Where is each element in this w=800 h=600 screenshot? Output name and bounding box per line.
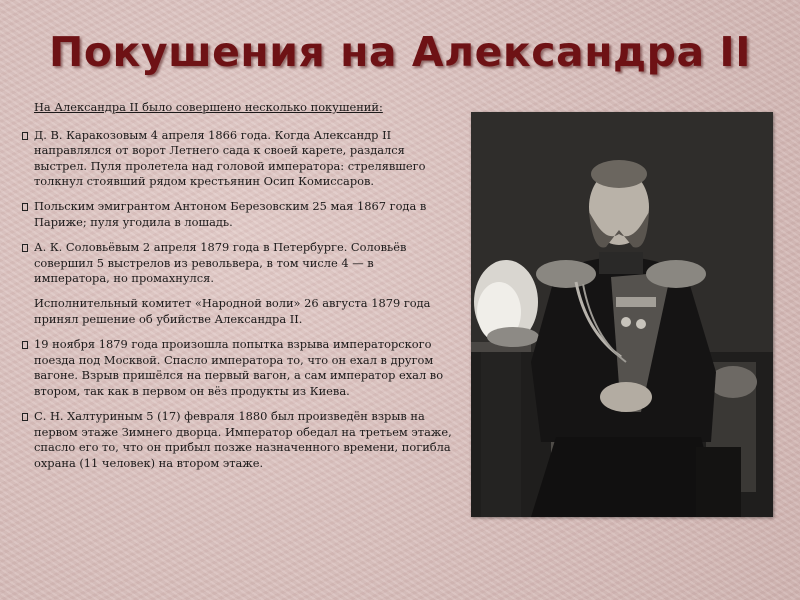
- slide-title: Покушения на Александра II: [49, 28, 751, 76]
- list-item: [22, 409, 452, 471]
- intro-text: На Александра II было совершено несколько покушений:: [34, 100, 383, 114]
- list-item: [22, 296, 452, 327]
- list-item-text: А. К. Соловьёвым 2 апреля 1879 года в Петербурге. Соловьёв совершил 5 выстрелов из револьвера, в том числе 4 — в императора, но промахнулся.: [34, 240, 407, 286]
- list-item: [22, 240, 452, 287]
- text-content: [22, 100, 452, 481]
- list-item-text: Польским эмигрантом Антоном Березовским 25 мая 1867 года в Париже; пуля угодила в лошадь.: [34, 199, 427, 230]
- list-item-text: Д. В. Каракозовым 4 апреля 1866 года. Когда Александр II направлялся от ворот Летнего сада к своей карете, раздался выстрел. Пуля пролетела над головой императора: стрелявшего толкнул стоявший рядом крестьянин Осип Комиссаров.: [34, 127, 426, 189]
- list-item-text: Исполнительный комитет «Народной воли» 26 августа 1879 года принял решение об убийстве Александра II.: [34, 296, 431, 327]
- bullet-box-icon: [22, 413, 28, 421]
- bullet-box-icon: [22, 341, 28, 349]
- list-item: [22, 128, 452, 190]
- portrait-photo: [471, 112, 773, 517]
- bullet-box-icon: [22, 244, 28, 252]
- list-item-text: С. Н. Халтуриным 5 (17) февраля 1880 был произведён взрыв на первом этаже Зимнего дворца. Император обедал на третьем этаже, спасло его то, что он прибыл позже назначенного времени, погибла охрана (11 человек) на втором этаже.: [34, 409, 452, 470]
- list-item: [22, 199, 452, 230]
- bullet-box-icon: [22, 132, 28, 140]
- list-item: [22, 337, 452, 399]
- list-item-text: 19 ноября 1879 года произошла попытка взрыва императорского поезда под Москвой. Спасло императора то, что он ехал в другом вагоне. Взрыв пришёлся на первый вагон, а сам император ехал во втором, так как в первом он вёз продукты из Киева.: [34, 337, 444, 398]
- portrait-illustration: [471, 112, 773, 517]
- bullet-box-icon: [22, 203, 28, 211]
